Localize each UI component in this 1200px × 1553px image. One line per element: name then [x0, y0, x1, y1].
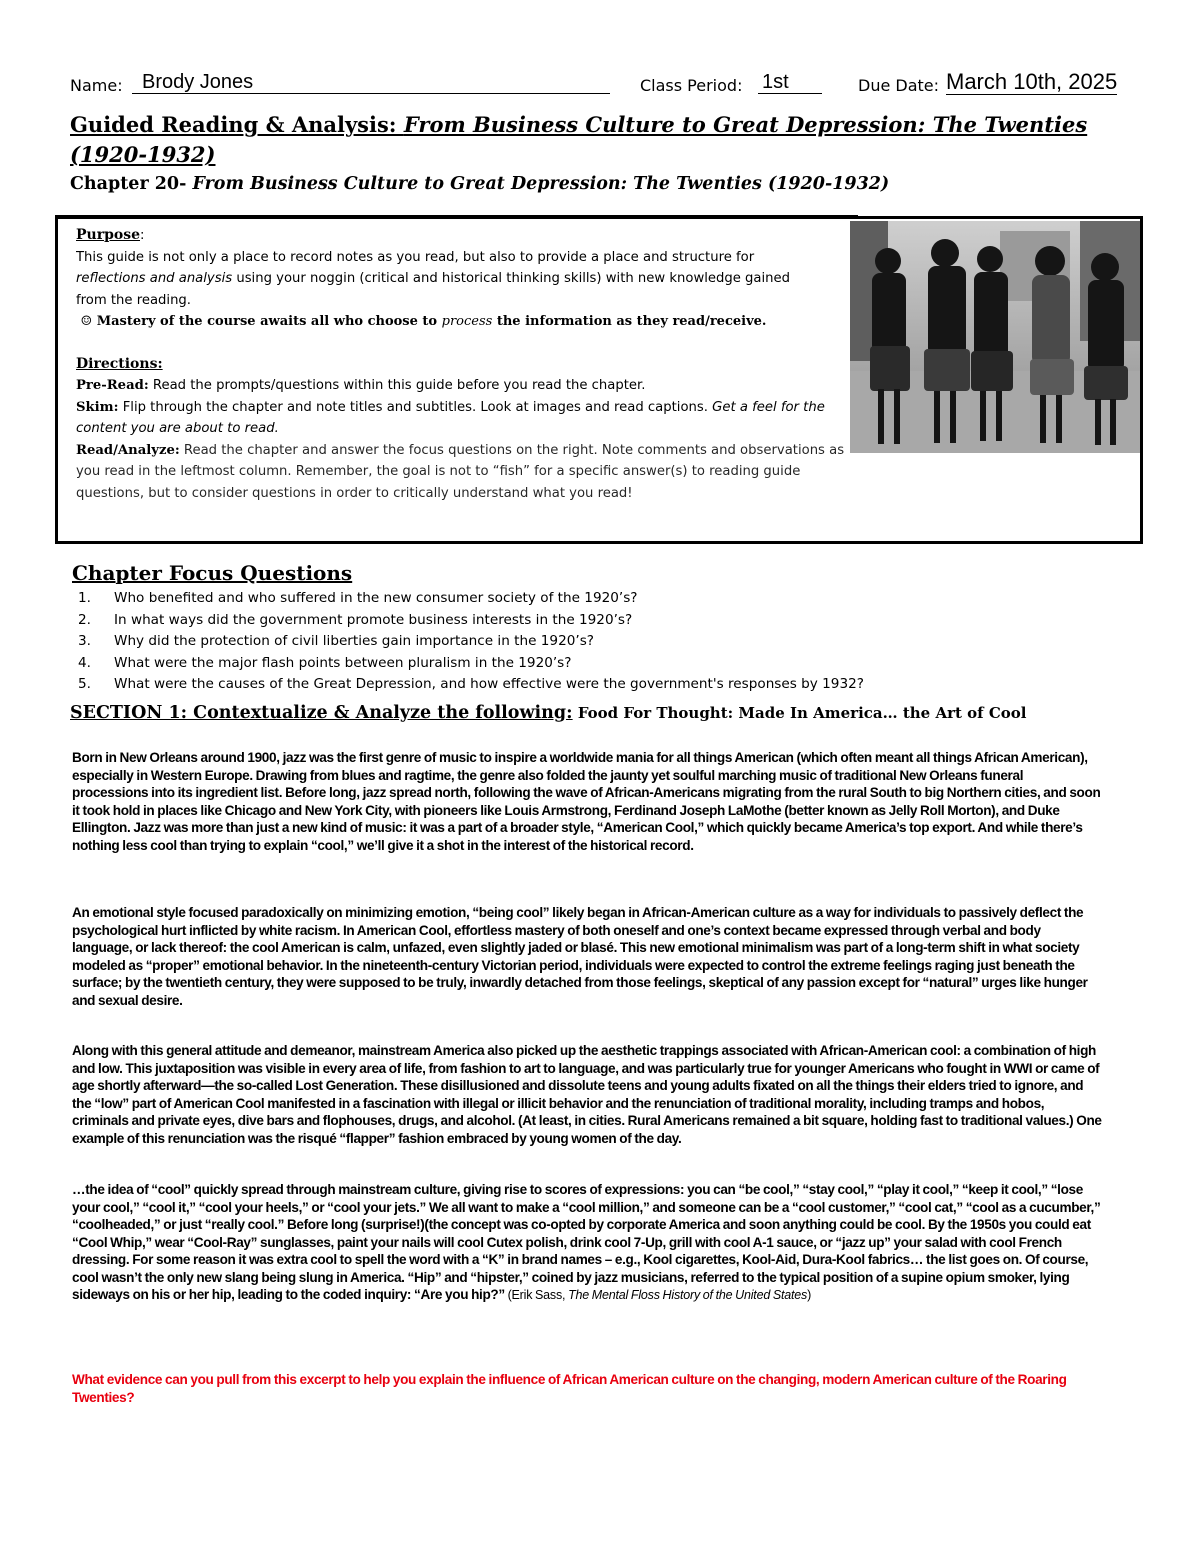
- focus-question-text: Who benefited and who suffered in the new consumer society of the 1920’s?: [114, 590, 638, 606]
- name-field[interactable]: Brody Jones: [132, 70, 610, 94]
- list-item: [78, 631, 864, 653]
- flapper-photo-icon: [850, 221, 1140, 453]
- purpose-colon: :: [140, 228, 145, 243]
- page-title: [70, 110, 1130, 170]
- purpose-text-3: from the reading.: [76, 292, 191, 308]
- purpose-text-2: using your noggin (critical and historical thinking skills) with new knowledge gained: [232, 271, 791, 286]
- reading-paragraph-4: [72, 1181, 1102, 1305]
- reading-paragraph-2: An emotional style focused paradoxically on minimizing emotion, “being cool” likely began in African-American culture as a way for individuals to passively deflect the psychological hurt inflicted by white racism. In American Cool, effortless mastery of both oneself and one’s context became expressed through verbal and body language, or lack thereof: the cool American is calm, unfazed, even slightly jaded or blasé. This new emotional minimalism was part of a long-term shift in what society modeled as “proper” emotional behavior. In the nineteenth-century Victorian period, individuals were expected to control the extreme feelings raging just beneath the surface; by the twentieth century, they were supposed to be truly, inwardly detached from those feelings, skeptical of any passion except for “natural” urges like hunger and sexual desire.: [72, 905, 1088, 1008]
- preread-label: Pre-Read:: [76, 378, 149, 393]
- chapter-heading: [70, 174, 1130, 194]
- purpose-box-top-rule: [55, 215, 858, 219]
- mastery-italic: process: [441, 314, 493, 329]
- purpose-italic: reflections and analysis: [76, 271, 233, 286]
- list-number: 2.: [78, 611, 91, 628]
- class-period-field[interactable]: 1st: [758, 70, 822, 94]
- preread-text: Read the prompts/questions within this guide before you read the chapter.: [148, 378, 646, 393]
- directions-label: Directions:: [76, 355, 163, 372]
- analysis-question: What evidence can you pull from this excerpt to help you explain the influence of African American culture on the changing, modern American culture of the Roaring Twenties?: [72, 1372, 1067, 1405]
- name-label: Name:: [70, 76, 123, 95]
- list-item: [78, 588, 864, 610]
- mastery-text-a: Mastery of the course awaits all who choose to: [92, 314, 442, 329]
- section-1-subtitle: Food For Thought: Made In America… the Art of Cool: [572, 704, 1027, 722]
- purpose-section: [76, 225, 851, 515]
- mastery-text-b: the information as they read/receive.: [492, 314, 767, 329]
- purpose-label: Purpose: [76, 227, 140, 243]
- skim-text: Flip through the chapter and note titles and subtitles. Look at images and read captions.: [118, 399, 713, 415]
- read-analyze-label: Read/Analyze:: [76, 442, 180, 458]
- list-number: 4.: [78, 654, 91, 671]
- title-prefix: Guided Reading & Analysis:: [70, 112, 404, 137]
- due-date-field[interactable]: March 10th, 2025: [946, 69, 1118, 94]
- focus-question-text: Why did the protection of civil liberties gain importance in the 1920’s?: [114, 633, 594, 649]
- list-item: [78, 610, 864, 632]
- list-number: 1.: [78, 590, 91, 606]
- citation-a: (Erik Sass,: [504, 1288, 569, 1302]
- focus-questions-list: [78, 588, 864, 696]
- list-item: [78, 674, 864, 696]
- list-number: 5.: [78, 676, 91, 692]
- due-date-label: Due Date:: [858, 76, 940, 95]
- mastery-line: [76, 311, 851, 333]
- read-analyze-text: Read the chapter and answer the focus questions on the right. Note comments and observations as you read in the leftmost column. Remember, the goal is not to “fish” for a specific answer(s) to reading guide questions, but to consider questions in order to critically understand what you read!: [76, 442, 845, 501]
- student-info-line: [70, 70, 1140, 98]
- chapter-italic: From Business Culture to Great Depression: The Twenties (1920-1932): [192, 174, 890, 194]
- reading-paragraph-4-text: …the idea of “cool” quickly spread through mainstream culture, giving rise to scores of expressions: you can “be cool,” “stay cool,” “play it cool,” “keep it cool,” “lose your cool,” “cool it,” “cool your heels,” or “cool your jets.” We all want to make a “cool million,” and someone can be a “cool customer,” “cool cat,” “cool as a cucumber,” “coolheaded,” or just “really cool.” Before long (surprise!)(the concept was co-opted by corporate America and soon anything could be cool. By the 1950s you could eat “Cool Whip,” wear “Cool-Ray” sunglasses, paint your nails will cool Cutex polish, drink cool 7-Up, grill with cool A-1 sauce, or “jazz up” your salad with cool French dressing. For some reason it was extra cool to spell the word with a “K” in brand names – e.g., Kool cigarettes, Kool-Aid, Dura-Kool fabrics… the list goes on. Of course, cool wasn’t the only new slang being slung in America. “Hip” and “hipster,” coined by jazz musicians, referred to the typical position of a supine opium smoker, lying sideways on his or her hip, leading to the coded inquiry: “Are you hip?”: [72, 1182, 1101, 1302]
- focus-question-text: What were the major flash points between pluralism in the 1920’s?: [114, 654, 572, 671]
- focus-question-text: What were the causes of the Great Depression, and how effective were the government's responses by 1932?: [114, 676, 864, 692]
- photo-caption: [864, 456, 1084, 464]
- section-1-heading: [70, 703, 1145, 723]
- focus-questions-title: Chapter Focus Questions: [72, 561, 353, 585]
- title-italic: From Business Culture to Great Depression: The Twenties (1920-1932): [70, 112, 1088, 167]
- skim-line: [76, 397, 851, 440]
- class-period-label: Class Period:: [640, 76, 743, 95]
- purpose-text-1: This guide is not only a place to record notes as you read, but also to provide a place and structure for: [76, 249, 755, 265]
- chapter-prefix: Chapter 20-: [70, 174, 193, 194]
- citation: [505, 1288, 811, 1302]
- list-number: 3.: [78, 633, 91, 649]
- read-analyze-line: [76, 440, 851, 505]
- flapper-women-photo: [850, 221, 1140, 453]
- section-1-title: SECTION 1: Contextualize & Analyze the following:: [70, 703, 573, 723]
- citation-b: ): [807, 1288, 812, 1302]
- skim-label: Skim:: [76, 399, 119, 415]
- skim-italic: Get a feel for the content you are about to read.: [76, 399, 825, 436]
- reading-paragraph-3: Along with this general attitude and demeanor, mainstream America also picked up the aesthetic trappings associated with African-American cool: a combination of high and low. This juxtaposition was visible in every area of life, from fashion to art to language, and was particularly true for younger Americans who fought in WWI or came of age shortly afterward—the so-called Lost Generation. These disillusioned and dissolute teens and young adults fixated on all the things their elders tried to ignore, and the “low” part of American Cool manifested in a fascination with illegal or illicit behavior and the renunciation of traditional morality, including tramps and hobos, criminals and private eyes, dive bars and flophouses, drugs, and alcohol. (At least, in cities. Rural Americans remained a bit square, holding fast to traditional values.) One example of this renunciation was the risqué “flapper” fashion embraced by young women of the day.: [72, 1043, 1102, 1146]
- focus-question-text: In what ways did the government promote business interests in the 1920’s?: [114, 611, 633, 628]
- reading-paragraph-1: Born in New Orleans around 1900, jazz was the first genre of music to inspire a worldwide mania for all things American (which often meant all things African American), especially in Western Europe. Drawing from blues and ragtime, the genre also folded the jaunty yet soulful marching music of traditional New Orleans funeral processions into its ingredient list. Before long, jazz spread north, following the wave of African-Americans migrating from the rural South to big Northern cities, and soon it took hold in places like Chicago and New York City, with pioneers like Louis Armstrong, Ferdinand Joseph LaMothe (better known as Jelly Roll Morton), and Duke Ellington. Jazz was more than just a new kind of music: it was a part of a broader style, “American Cool,” which quickly became America’s top export. And while there’s nothing less cool than trying to explain “cool,” we’ll give it a shot in the interest of the historical record.: [72, 750, 1101, 853]
- list-item: [78, 653, 864, 675]
- preread-line: [76, 375, 851, 397]
- citation-book-title: The Mental Floss History of the United States: [568, 1288, 808, 1302]
- smiley-icon: ☺: [80, 314, 93, 329]
